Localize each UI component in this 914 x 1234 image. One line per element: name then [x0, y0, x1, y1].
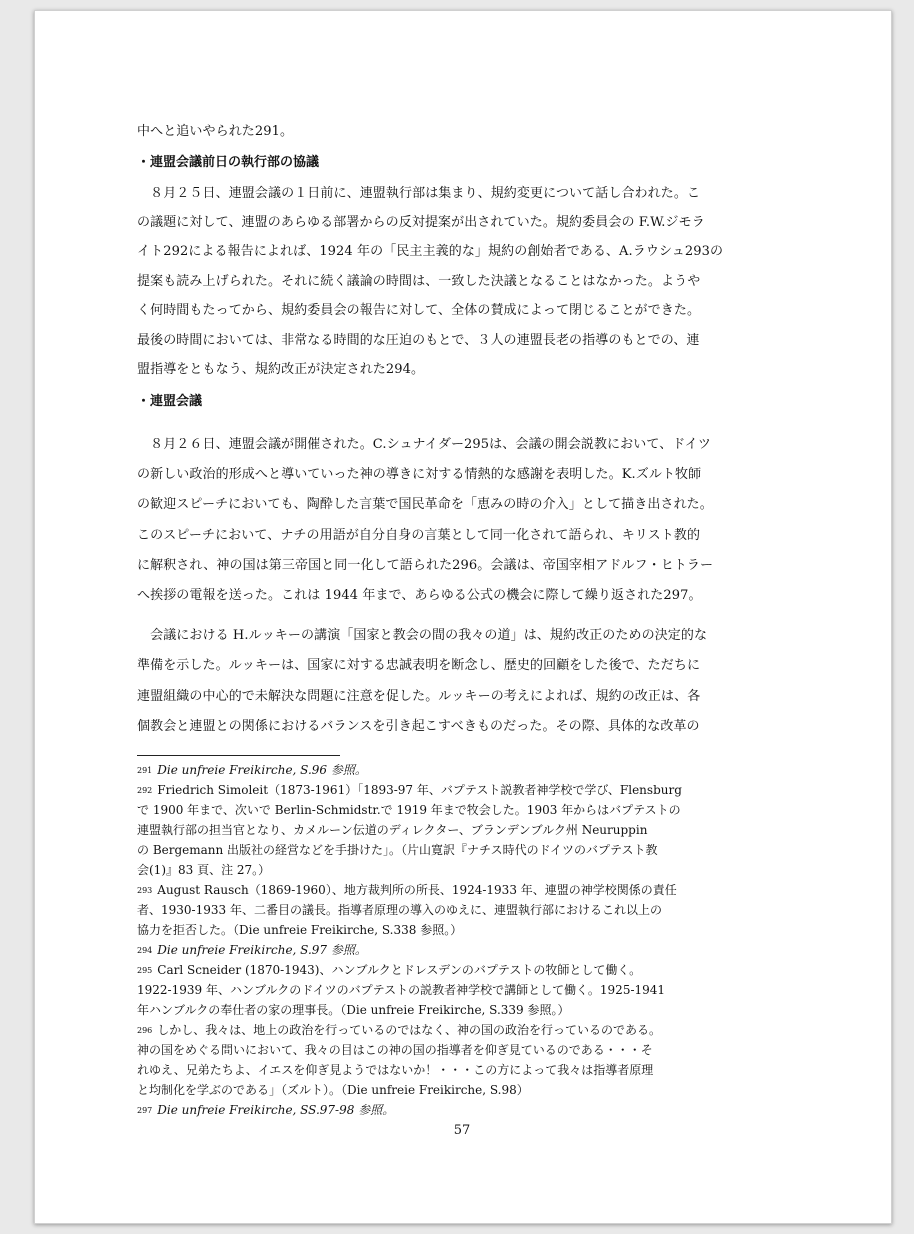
- footnote-text-line: 連盟執行部の担当官となり、カメルーン伝道のディレクター、ブランデンブルク州 Neuruppin: [137, 823, 648, 837]
- body-text-line: 最後の時間においては、非常なる時間的な圧迫のもとで、３人の連盟長老の指導のもとでの、連: [137, 333, 700, 348]
- body-text-line: 個教会と連盟との関係におけるバランスを引き起こすべきものだった。その際、具体的な改革の: [137, 719, 700, 734]
- page-number: 57: [453, 1123, 471, 1138]
- footnote-text-line: で 1900 年まで、次いで Berlin-Schmidstr.で 1919 年まで牧会した。1903 年からはバプテストの: [137, 803, 681, 817]
- footnote-number: 296: [137, 1026, 153, 1035]
- footnote-291: [137, 763, 787, 778]
- footnote-297: [137, 1103, 787, 1118]
- footnote-number: 292: [137, 786, 153, 795]
- body-text-line: に解釈され、神の国は第三帝国と同一化して語られた296。会議は、帝国宰相アドルフ・ヒトラー: [137, 558, 714, 573]
- footnote-text: Die unfreie Freikirche, S.97 参照。: [157, 943, 367, 957]
- footnote-text-line: 会(1)』83 頁、注 27。）: [137, 863, 271, 877]
- body-text-line: イト292による報告によれば、1924 年の「民主主義的な」規約の創始者である、A.ラウシュ293の: [137, 244, 724, 259]
- footnote-296: [137, 1023, 787, 1038]
- footnote-text-line: 年ハンブルクの奉仕者の家の理事長。（Die unfreie Freikirche, S.339 参照。）: [137, 1003, 570, 1017]
- footnote-text: しかし、我々は、地上の政治を行っているのではなく、神の国の政治を行っているのである。: [157, 1023, 662, 1037]
- footnote-text-line: 神の国をめぐる問いにおいて、我々の目はこの神の国の指導者を仰ぎ見ているのである・・・そ: [137, 1043, 653, 1057]
- footnote-text: Die unfreie Freikirche, S.96 参照。: [157, 763, 367, 777]
- footnote-text-line: れゆえ、兄弟たちよ、イエスを仰ぎ見ようではないか！・・・この方によって我々は指導者原理: [137, 1063, 654, 1077]
- body-text-line: 中へと追いやられた291。: [137, 124, 294, 139]
- footnote-number: 297: [137, 1106, 153, 1115]
- footnote-number: 293: [137, 886, 153, 895]
- footnote-293: [137, 883, 787, 898]
- footnote-number: 291: [137, 766, 153, 775]
- footnote-292: [137, 783, 787, 798]
- footnote-separator: [137, 755, 340, 756]
- body-text-line: 提案も読み上げられた。それに続く議論の時間は、一致した決議となることはなかった。ようや: [137, 274, 701, 289]
- section-heading: ・連盟会議: [137, 394, 203, 409]
- document-page: [34, 10, 892, 1224]
- footnote-text-line: 協力を拒否した。（Die unfreie Freikirche, S.338 参照。）: [137, 923, 463, 937]
- footnote-text-line: の Bergemann 出版社の経営などを手掛けた」。（片山寛訳『ナチス時代のドイツのバプテスト教: [137, 843, 658, 857]
- body-text-line: く何時間もたってから、規約委員会の報告に対して、全体の賛成によって閉じることができた。: [137, 303, 701, 318]
- footnote-text: Die unfreie Freikirche, SS.97-98 参照。: [157, 1103, 395, 1117]
- body-text-line: 連盟組織の中心的で未解決な問題に注意を促した。ルッキーの考えによれば、規約の改正は、各: [137, 689, 701, 704]
- footnote-294: [137, 943, 787, 958]
- body-text-line: の新しい政治的形成へと導いていった神の導きに対する情熱的な感謝を表明した。K.ズルト牧師: [137, 467, 702, 482]
- footnote-text: August Rausch（1869-1960）、地方裁判所の所長、1924-1933 年、連盟の神学校関係の責任: [157, 883, 677, 897]
- body-text-line: 準備を示した。ルッキーは、国家に対する忠誠表明を断念し、歴史的回顧をした後で、ただちに: [137, 658, 701, 673]
- body-text-line: へ挨拶の電報を送った。これは 1944 年まで、あらゆる公式の機会に際して繰り返された297。: [137, 588, 702, 603]
- section-heading: ・連盟会議前日の執行部の協議: [137, 155, 320, 170]
- footnote-text: Friedrich Simoleit（1873-1961）「1893-97 年、バプテスト説教者神学校で学び、Flensburg: [157, 783, 682, 797]
- body-text-line: の歓迎スピーチにおいても、陶酔した言葉で国民革命を「恵みの時の介入」として描き出された。: [137, 497, 713, 512]
- body-text-line: このスピーチにおいて、ナチの用語が自分自身の言葉として同一化されて語られ、キリスト教的: [137, 528, 701, 543]
- body-text-line: の議題に対して、連盟のあらゆる部署からの反対提案が出されていた。規約委員会の F.W.ジモラ: [137, 215, 705, 230]
- footnote-number: 294: [137, 946, 153, 955]
- body-text-line: ８月２６日、連盟会議が開催された。C.シュナイダー295は、会議の開会説教において、ドイツ: [137, 437, 711, 452]
- body-text-line: 会議における H.ルッキーの講演「国家と教会の間の我々の道」は、規約改正のための決定的な: [137, 628, 708, 643]
- body-text-line: ８月２５日、連盟会議の１日前に、連盟執行部は集まり、規約変更について話し合われた。こ: [137, 186, 701, 201]
- footnote-text-line: 1922-1939 年、ハンブルクのドイツのバプテストの説教者神学校で講師として働く。1925-1941: [137, 983, 666, 997]
- footnote-text-line: 者、1930-1933 年、二番目の議長。指導者原理の導入のゆえに、連盟執行部におけるこれ以上の: [137, 903, 662, 917]
- footnote-number: 295: [137, 966, 153, 975]
- footnote-text: Carl Scneider (1870-1943)、ハンブルクとドレスデンのバプテストの牧師として働く。: [157, 963, 642, 977]
- footnote-text-line: と均制化を学ぶのである」（ズルト）。（Die unfreie Freikirche, S.98）: [137, 1083, 529, 1097]
- body-text-line: 盟指導をともなう、規約改正が決定された294。: [137, 362, 425, 377]
- footnote-295: [137, 963, 787, 978]
